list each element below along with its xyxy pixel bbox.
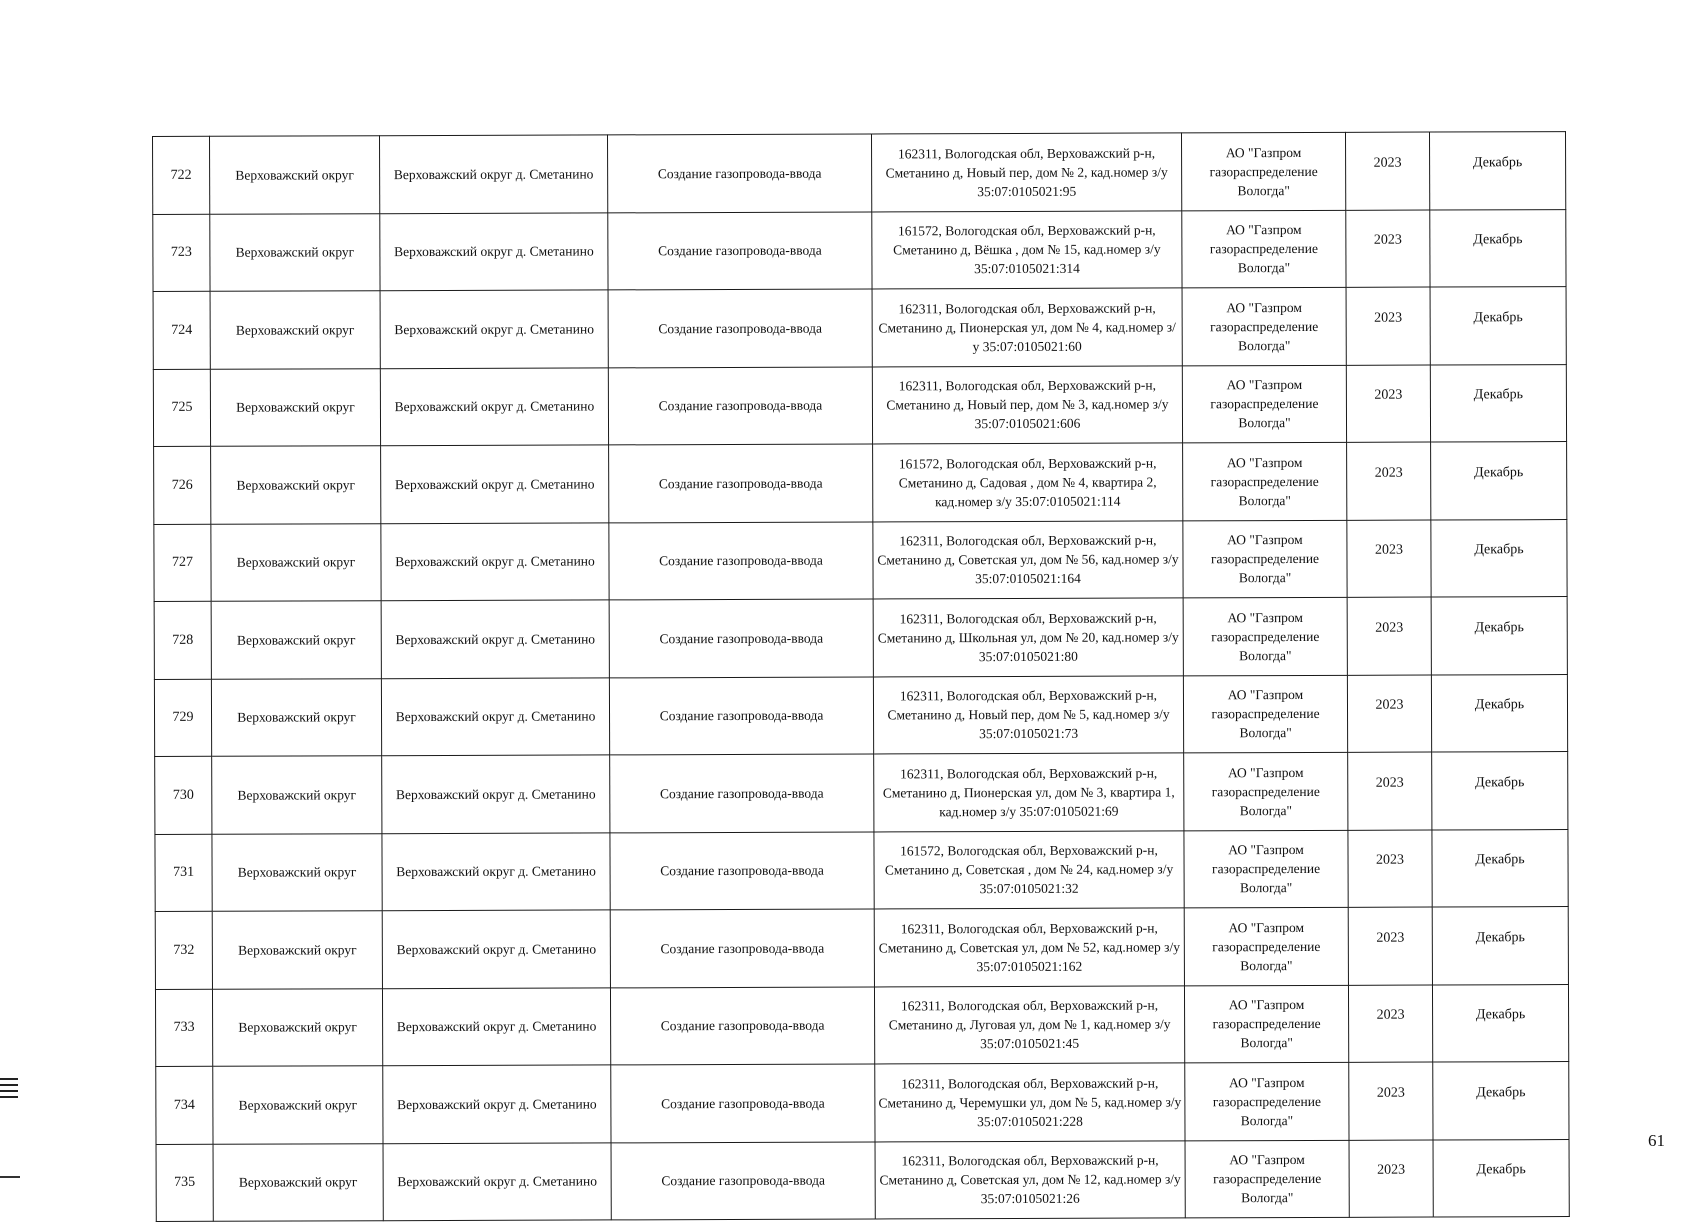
row-number-cell: 732 [155, 911, 212, 989]
work-type-cell: Создание газопровода-ввода [611, 1141, 875, 1219]
organization-cell: АО "Газпром газораспределение Вологда" [1184, 985, 1348, 1063]
row-number-cell: 728 [154, 601, 211, 679]
district-cell: Верховажский округ [210, 136, 380, 214]
work-type-cell: Создание газопровода-ввода [610, 754, 874, 832]
address-cell: 161572, Вологодская обл, Верховажский р-н, Сметанино д, Садовая , дом № 4, квартира 2, кад.номер з/у 35:07:0105021:114 [873, 443, 1183, 522]
organization-cell: АО "Газпром газораспределение Вологда" [1183, 442, 1347, 520]
row-number-cell: 723 [153, 214, 210, 292]
row-number-cell: 735 [156, 1144, 213, 1222]
work-type-cell: Создание газопровода-ввода [610, 909, 874, 987]
district-cell: Верховажский округ [213, 1143, 383, 1221]
organization-cell: АО "Газпром газораспределение Вологда" [1182, 365, 1346, 443]
locality-cell: Верховажский округ д. Сметанино [380, 290, 608, 368]
row-number-cell: 724 [153, 291, 210, 369]
scan-edge-mark [0, 1078, 18, 1080]
year-cell: 2023 [1346, 210, 1430, 288]
district-cell: Верховажский округ [210, 368, 380, 446]
address-cell: 162311, Вологодская обл, Верховажский р-н, Сметанино д, Пионерская ул, дом № 3, квартира 1, кад.номер з/у 35:07:0105021:69 [874, 753, 1184, 832]
organization-cell: АО "Газпром газораспределение Вологда" [1181, 132, 1345, 210]
address-cell: 162311, Вологодская обл, Верховажский р-н, Сметанино д, Пионерская ул, дом № 4, кад.номер з/у 35:07:0105021:60 [872, 288, 1182, 367]
address-cell: 162311, Вологодская обл, Верховажский р-н, Сметанино д, Советская ул, дом № 56, кад.номер з/у 35:07:0105021:164 [873, 520, 1183, 599]
row-number-cell: 725 [153, 369, 210, 447]
year-cell: 2023 [1347, 442, 1431, 520]
work-type-cell: Создание газопровода-ввода [609, 444, 873, 522]
locality-cell: Верховажский округ д. Сметанино [380, 135, 608, 213]
year-cell: 2023 [1347, 520, 1431, 598]
row-number-cell: 730 [155, 756, 212, 834]
district-cell: Верховажский округ [211, 446, 381, 524]
table-row [154, 674, 1567, 756]
district-cell: Верховажский округ [211, 523, 381, 601]
district-cell: Верховажский округ [212, 988, 382, 1066]
year-cell: 2023 [1347, 597, 1431, 675]
table-row [156, 1062, 1569, 1144]
work-type-cell: Создание газопровода-ввода [611, 1064, 875, 1142]
row-number-cell: 734 [156, 1066, 213, 1144]
work-type-cell: Создание газопровода-ввода [608, 366, 872, 444]
work-type-cell: Создание газопровода-ввода [610, 986, 874, 1064]
district-cell: Верховажский округ [212, 833, 382, 911]
month-cell: Декабрь [1430, 364, 1566, 442]
locality-cell: Верховажский округ д. Сметанино [381, 600, 609, 678]
table-row [154, 597, 1567, 679]
locality-cell: Верховажский округ д. Сметанино [381, 677, 609, 755]
organization-cell: АО "Газпром газораспределение Вологда" [1183, 520, 1347, 598]
scan-edge-mark [0, 1090, 18, 1092]
table-row [155, 829, 1568, 911]
address-cell: 162311, Вологодская обл, Верховажский р-н, Сметанино д, Новый пер, дом № 5, кад.номер з/у 35:07:0105021:73 [873, 675, 1183, 754]
month-cell: Декабрь [1431, 597, 1567, 675]
organization-cell: АО "Газпром газораспределение Вологда" [1183, 675, 1347, 753]
month-cell: Декабрь [1431, 519, 1567, 597]
district-cell: Верховажский округ [210, 213, 380, 291]
work-type-cell: Создание газопровода-ввода [608, 211, 872, 289]
month-cell: Декабрь [1432, 829, 1568, 907]
year-cell: 2023 [1346, 365, 1430, 443]
organization-cell: АО "Газпром газораспределение Вологда" [1184, 752, 1348, 830]
table-row [153, 132, 1566, 214]
row-number-cell: 722 [153, 136, 210, 214]
year-cell: 2023 [1348, 830, 1432, 908]
table-row [153, 287, 1566, 369]
row-number-cell: 731 [155, 834, 212, 912]
scan-edge-mark [0, 1096, 18, 1098]
table-row [154, 442, 1567, 524]
district-cell: Верховажский округ [212, 911, 382, 989]
year-cell: 2023 [1348, 907, 1432, 985]
month-cell: Декабрь [1430, 287, 1566, 365]
table-row [153, 209, 1566, 291]
locality-cell: Верховажский округ д. Сметанино [381, 522, 609, 600]
work-type-cell: Создание газопровода-ввода [609, 676, 873, 754]
work-type-cell: Создание газопровода-ввода [609, 521, 873, 599]
address-cell: 162311, Вологодская обл, Верховажский р-н, Сметанино д, Советская ул, дом № 12, кад.номер з/у 35:07:0105021:26 [875, 1140, 1185, 1219]
month-cell: Декабрь [1432, 752, 1568, 830]
year-cell: 2023 [1345, 132, 1429, 210]
organization-cell: АО "Газпром газораспределение Вологда" [1184, 907, 1348, 985]
address-cell: 162311, Вологодская обл, Верховажский р-н, Сметанино д, Черемушки ул, дом № 5, кад.номер з/у 35:07:0105021:228 [875, 1063, 1185, 1142]
table-row [155, 984, 1568, 1066]
scan-edge-mark [0, 1084, 18, 1086]
month-cell: Декабрь [1433, 1139, 1569, 1217]
table-body [153, 132, 1570, 1222]
row-number-cell: 726 [154, 446, 211, 524]
work-type-cell: Создание газопровода-ввода [608, 289, 872, 367]
row-number-cell: 733 [155, 989, 212, 1067]
organization-cell: АО "Газпром газораспределение Вологда" [1183, 597, 1347, 675]
scan-edge-mark [0, 1176, 20, 1178]
work-type-cell: Создание газопровода-ввода [610, 831, 874, 909]
work-type-cell: Создание газопровода-ввода [609, 599, 873, 677]
organization-cell: АО "Газпром газораспределение Вологда" [1185, 1062, 1349, 1140]
table-row [155, 752, 1568, 834]
address-cell: 161572, Вологодская обл, Верховажский р-н, Сметанино д, Вёшка , дом № 15, кад.номер з/у 35:07:0105021:314 [872, 210, 1182, 289]
month-cell: Декабрь [1432, 984, 1568, 1062]
row-number-cell: 729 [154, 679, 211, 757]
year-cell: 2023 [1347, 675, 1431, 753]
month-cell: Декабрь [1433, 1062, 1569, 1140]
organization-cell: АО "Газпром газораспределение Вологда" [1184, 830, 1348, 908]
month-cell: Декабрь [1429, 132, 1565, 210]
year-cell: 2023 [1349, 1062, 1433, 1140]
table-row [153, 364, 1566, 446]
month-cell: Декабрь [1431, 442, 1567, 520]
year-cell: 2023 [1346, 287, 1430, 365]
address-cell: 162311, Вологодская обл, Верховажский р-н, Сметанино д, Новый пер, дом № 3, кад.номер з/у 35:07:0105021:606 [872, 365, 1182, 444]
address-cell: 162311, Вологодская обл, Верховажский р-н, Сметанино д, Новый пер, дом № 2, кад.номер з/у 35:07:0105021:95 [871, 133, 1181, 212]
locality-cell: Верховажский округ д. Сметанино [381, 445, 609, 523]
month-cell: Декабрь [1432, 907, 1568, 985]
organization-cell: АО "Газпром газораспределение Вологда" [1185, 1140, 1349, 1218]
locality-cell: Верховажский округ д. Сметанино [382, 910, 610, 988]
district-cell: Верховажский округ [211, 601, 381, 679]
address-cell: 162311, Вологодская обл, Верховажский р-н, Сметанино д, Луговая ул, дом № 1, кад.номер з/у 35:07:0105021:45 [874, 985, 1184, 1064]
address-cell: 161572, Вологодская обл, Верховажский р-н, Сметанино д, Советская , дом № 24, кад.номер з/у 35:07:0105021:32 [874, 830, 1184, 909]
address-cell: 162311, Вологодская обл, Верховажский р-н, Сметанино д, Советская ул, дом № 52, кад.номер з/у 35:07:0105021:162 [874, 908, 1184, 987]
page-number: 61 [1648, 1131, 1665, 1150]
year-cell: 2023 [1348, 752, 1432, 830]
table-row [155, 907, 1568, 989]
gas-pipeline-table [152, 131, 1570, 1222]
locality-cell: Верховажский округ д. Сметанино [380, 367, 608, 445]
locality-cell: Верховажский округ д. Сметанино [382, 987, 610, 1065]
month-cell: Декабрь [1430, 209, 1566, 287]
locality-cell: Верховажский округ д. Сметанино [380, 212, 608, 290]
district-cell: Верховажский округ [212, 756, 382, 834]
locality-cell: Верховажский округ д. Сметанино [383, 1065, 611, 1143]
address-cell: 162311, Вологодская обл, Верховажский р-н, Сметанино д, Школьная ул, дом № 20, кад.номер з/у 35:07:0105021:80 [873, 598, 1183, 677]
locality-cell: Верховажский округ д. Сметанино [383, 1142, 611, 1220]
organization-cell: АО "Газпром газораспределение Вологда" [1182, 287, 1346, 365]
district-cell: Верховажский округ [213, 1066, 383, 1144]
year-cell: 2023 [1349, 1140, 1433, 1218]
district-cell: Верховажский округ [210, 291, 380, 369]
district-cell: Верховажский округ [211, 678, 381, 756]
table-row [154, 519, 1567, 601]
locality-cell: Верховажский округ д. Сметанино [382, 755, 610, 833]
locality-cell: Верховажский округ д. Сметанино [382, 832, 610, 910]
month-cell: Декабрь [1431, 674, 1567, 752]
organization-cell: АО "Газпром газораспределение Вологда" [1182, 210, 1346, 288]
table-row [156, 1139, 1569, 1221]
row-number-cell: 727 [154, 524, 211, 602]
work-type-cell: Создание газопровода-ввода [607, 134, 871, 212]
year-cell: 2023 [1348, 985, 1432, 1063]
